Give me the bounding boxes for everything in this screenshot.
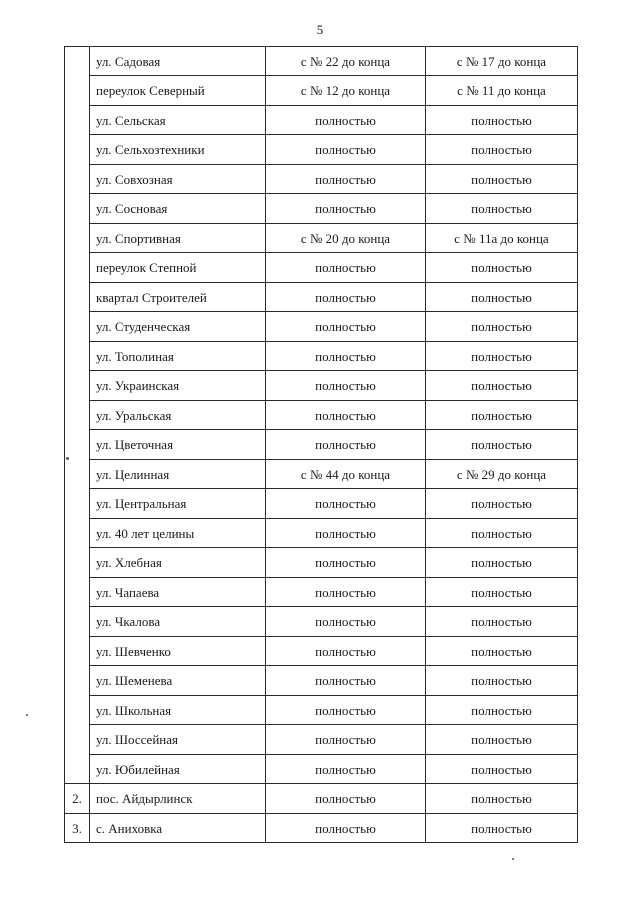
scan-speck — [26, 714, 28, 716]
table-row — [65, 283, 578, 312]
range-cell-1: полностью — [266, 283, 426, 312]
street-name-cell: ул. Уральская — [90, 401, 266, 430]
range-cell-2: с № 29 до конца — [426, 460, 578, 489]
table-row — [65, 47, 578, 76]
table-row — [65, 401, 578, 430]
range-cell-1: полностью — [266, 165, 426, 194]
range-cell-2: полностью — [426, 784, 578, 814]
row-number-cell — [65, 165, 90, 194]
range-cell-1: полностью — [266, 637, 426, 666]
table-row — [65, 548, 578, 578]
range-cell-2: полностью — [426, 253, 578, 283]
street-name-cell: квартал Строителей — [90, 283, 266, 312]
range-cell-2: полностью — [426, 312, 578, 342]
range-cell-2: полностью — [426, 371, 578, 401]
table-row — [65, 607, 578, 637]
row-number-cell — [65, 106, 90, 135]
row-number-cell — [65, 135, 90, 165]
row-number-cell — [65, 460, 90, 489]
range-cell-1: полностью — [266, 607, 426, 637]
range-cell-1: полностью — [266, 489, 426, 519]
range-cell-1: полностью — [266, 755, 426, 784]
table-row — [65, 460, 578, 489]
range-cell-2: полностью — [426, 342, 578, 371]
row-number-cell — [65, 401, 90, 430]
streets-table — [64, 46, 578, 843]
row-number-cell — [65, 755, 90, 784]
range-cell-1: с № 22 до конца — [266, 47, 426, 76]
table-row — [65, 430, 578, 460]
table-row — [65, 489, 578, 519]
range-cell-2: полностью — [426, 165, 578, 194]
street-name-cell: ул. Садовая — [90, 47, 266, 76]
row-number-cell — [65, 224, 90, 253]
street-name-cell: ул. Сельская — [90, 106, 266, 135]
table-row — [65, 578, 578, 607]
row-number-cell — [65, 342, 90, 371]
range-cell-1: полностью — [266, 253, 426, 283]
range-cell-1: полностью — [266, 371, 426, 401]
range-cell-2: полностью — [426, 725, 578, 755]
table-row — [65, 312, 578, 342]
street-name-cell: ул. Чапаева — [90, 578, 266, 607]
table-row — [65, 106, 578, 135]
range-cell-1: полностью — [266, 666, 426, 696]
range-cell-1: полностью — [266, 135, 426, 165]
range-cell-2: полностью — [426, 666, 578, 696]
table-row — [65, 135, 578, 165]
streets-table-body — [65, 47, 578, 843]
range-cell-2: полностью — [426, 135, 578, 165]
range-cell-2: полностью — [426, 489, 578, 519]
row-number-cell — [65, 489, 90, 519]
street-name-cell: ул. 40 лет целины — [90, 519, 266, 548]
range-cell-1: с № 44 до конца — [266, 460, 426, 489]
table-row — [65, 76, 578, 106]
street-name-cell: ул. Шевченко — [90, 637, 266, 666]
table-row — [65, 696, 578, 725]
range-cell-2: полностью — [426, 548, 578, 578]
street-name-cell: ул. Чкалова — [90, 607, 266, 637]
row-number-cell — [65, 371, 90, 401]
street-name-cell: ул. Студенческая — [90, 312, 266, 342]
range-cell-1: полностью — [266, 106, 426, 135]
street-name-cell: ул. Шеменева — [90, 666, 266, 696]
table-row — [65, 224, 578, 253]
row-number-cell — [65, 194, 90, 224]
row-number-cell: 2. — [65, 784, 90, 814]
street-name-cell: пос. Айдырлинск — [90, 784, 266, 814]
range-cell-2: полностью — [426, 814, 578, 843]
range-cell-1: полностью — [266, 814, 426, 843]
range-cell-1: с № 20 до конца — [266, 224, 426, 253]
table-row — [65, 342, 578, 371]
row-number-cell — [65, 725, 90, 755]
row-number-cell — [65, 578, 90, 607]
row-number-cell — [65, 666, 90, 696]
street-name-cell: ул. Совхозная — [90, 165, 266, 194]
street-name-cell: с. Аниховка — [90, 814, 266, 843]
table-row — [65, 637, 578, 666]
street-name-cell: ул. Шоссейная — [90, 725, 266, 755]
range-cell-2: полностью — [426, 194, 578, 224]
range-cell-2: с № 17 до конца — [426, 47, 578, 76]
scan-speck — [512, 858, 514, 860]
row-number-cell — [65, 76, 90, 106]
street-name-cell: ул. Спортивная — [90, 224, 266, 253]
range-cell-1: полностью — [266, 725, 426, 755]
table-row — [65, 253, 578, 283]
street-name-cell: ул. Цветочная — [90, 430, 266, 460]
street-name-cell: переулок Северный — [90, 76, 266, 106]
row-number-cell — [65, 696, 90, 725]
table-row — [65, 725, 578, 755]
street-name-cell: ул. Хлебная — [90, 548, 266, 578]
row-number-cell — [65, 548, 90, 578]
street-name-cell: ул. Сельхозтехники — [90, 135, 266, 165]
row-number-cell — [65, 637, 90, 666]
range-cell-2: полностью — [426, 607, 578, 637]
range-cell-1: полностью — [266, 548, 426, 578]
range-cell-1: полностью — [266, 519, 426, 548]
range-cell-2: полностью — [426, 430, 578, 460]
range-cell-2: полностью — [426, 755, 578, 784]
street-name-cell: ул. Центральная — [90, 489, 266, 519]
range-cell-1: полностью — [266, 401, 426, 430]
range-cell-2: полностью — [426, 637, 578, 666]
row-number-cell — [65, 312, 90, 342]
range-cell-2: полностью — [426, 696, 578, 725]
street-name-cell: ул. Юбилейная — [90, 755, 266, 784]
range-cell-2: полностью — [426, 401, 578, 430]
scan-speck — [66, 457, 69, 460]
row-number-cell — [65, 519, 90, 548]
table-row — [65, 755, 578, 784]
page-number: 5 — [316, 22, 324, 37]
table-row — [65, 814, 578, 843]
table-row — [65, 165, 578, 194]
row-number-cell — [65, 253, 90, 283]
row-number-cell — [65, 47, 90, 76]
table-row — [65, 784, 578, 814]
row-number-cell — [65, 607, 90, 637]
table-row — [65, 371, 578, 401]
range-cell-1: полностью — [266, 430, 426, 460]
row-number-cell — [65, 283, 90, 312]
range-cell-1: полностью — [266, 342, 426, 371]
table-row — [65, 666, 578, 696]
street-name-cell: ул. Сосновая — [90, 194, 266, 224]
street-name-cell: ул. Целинная — [90, 460, 266, 489]
range-cell-2: полностью — [426, 578, 578, 607]
street-name-cell: ул. Тополиная — [90, 342, 266, 371]
range-cell-2: с № 11 до конца — [426, 76, 578, 106]
range-cell-2: полностью — [426, 106, 578, 135]
range-cell-1: полностью — [266, 578, 426, 607]
range-cell-1: полностью — [266, 312, 426, 342]
range-cell-2: полностью — [426, 283, 578, 312]
table-row — [65, 194, 578, 224]
street-name-cell: ул. Украинская — [90, 371, 266, 401]
range-cell-1: полностью — [266, 194, 426, 224]
table-row — [65, 519, 578, 548]
range-cell-1: полностью — [266, 784, 426, 814]
street-name-cell: ул. Школьная — [90, 696, 266, 725]
range-cell-2: полностью — [426, 519, 578, 548]
row-number-cell: 3. — [65, 814, 90, 843]
range-cell-2: с № 11а до конца — [426, 224, 578, 253]
row-number-cell — [65, 430, 90, 460]
range-cell-1: с № 12 до конца — [266, 76, 426, 106]
street-name-cell: переулок Степной — [90, 253, 266, 283]
range-cell-1: полностью — [266, 696, 426, 725]
